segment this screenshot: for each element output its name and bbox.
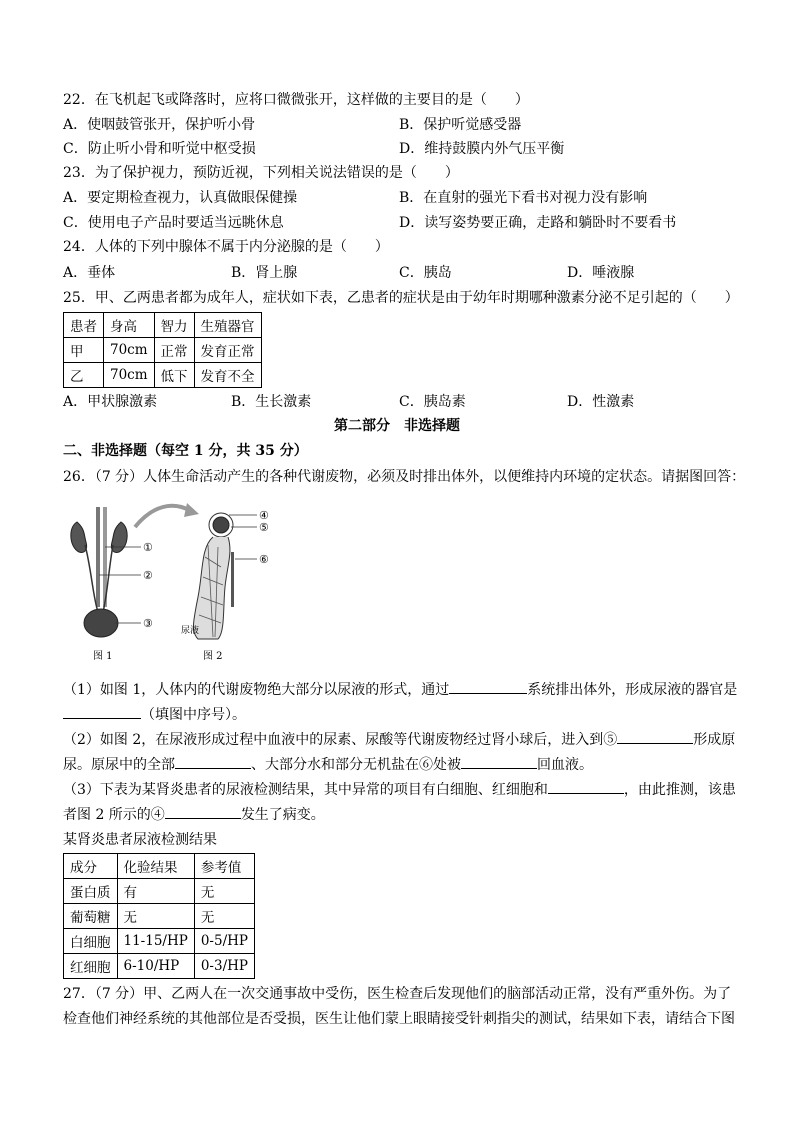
urine-label: 尿液 — [181, 626, 200, 636]
q26-part1-line1 — [63, 679, 737, 700]
q24-stem: 24．人体的下列中腺体不属于内分泌腺的是（ ） — [63, 239, 389, 255]
table-header: 身高 — [104, 313, 155, 338]
part2-title: 第二部分 非选择题 — [334, 418, 460, 434]
q26-p1-text-c: （填图中序号）。 — [141, 707, 246, 723]
q26-part2-line1 — [63, 729, 735, 750]
answer-blank[interactable] — [461, 754, 537, 769]
q24-option-c: C．胰岛 — [399, 265, 452, 281]
q26-p3-text-b: ，由此推测，该患 — [623, 782, 736, 798]
q26-p2-text-c: 尿。原尿中的全部 — [63, 757, 175, 773]
table-cell: 乙 — [64, 363, 104, 388]
table-cell: 70cm — [104, 338, 155, 363]
table-row — [64, 904, 255, 929]
q22-option-d: D．维持鼓膜内外气压平衡 — [399, 141, 565, 157]
table-cell: 低下 — [154, 363, 194, 388]
answer-blank[interactable] — [175, 754, 251, 769]
curved-arrow-icon — [135, 506, 191, 527]
table-row — [64, 929, 255, 954]
table-cell: 红细胞 — [64, 954, 118, 979]
figure2-nephron — [193, 513, 257, 639]
q24-option-a: A．垂体 — [63, 265, 116, 281]
figure-marker-3: ③ — [143, 617, 153, 630]
q26-p3-text-d: 发生了病变。 — [240, 807, 325, 823]
answer-blank[interactable] — [449, 679, 527, 694]
table-row — [64, 954, 255, 979]
q23-option-d: D．读写姿势要正确，走路和躺卧时不要看书 — [399, 215, 677, 231]
section2-title: 二、非选择题（每空 1 分，共 35 分） — [63, 443, 308, 459]
q26-p2-text-a: （2）如图 2，在尿液形成过程中血液中的尿素、尿酸等代谢废物经过肾小球后，进入到⑤ — [63, 732, 618, 748]
q25-stem: 25．甲、乙两患者都为成年人，症状如下表，乙患者的症状是由于幼年时期哪种激素分泌不足引起的（ ） — [63, 290, 739, 306]
table-row — [64, 338, 262, 363]
figure1-urinary-system — [71, 507, 141, 637]
q22-option-b: B．保护听觉感受器 — [399, 117, 522, 133]
table-cell: 蛋白质 — [64, 879, 118, 904]
q27-line1: 27．（7 分）甲、乙两人在一次交通事故中受伤，医生检查后发现他们的脑部活动正常，没有严重外伤。为了 — [63, 986, 732, 1002]
table-header: 生殖器官 — [194, 313, 261, 338]
answer-blank[interactable] — [548, 779, 624, 794]
q26-part3-line1 — [63, 779, 736, 800]
q23-stem: 23．为了保护视力，预防近视，下列相关说法错误的是（ ） — [63, 165, 459, 181]
q26-p2-text-b: 形成原 — [693, 732, 736, 748]
q25-option-c: C．胰岛素 — [399, 394, 466, 410]
q22-option-a: A．使咽鼓管张开，保护听小骨 — [63, 117, 256, 133]
table-header: 化验结果 — [117, 854, 194, 879]
q26-p3-text-c: 者图 2 所示的④ — [63, 807, 165, 823]
q25-option-d: D．性激素 — [567, 394, 635, 410]
table-cell: 0-5/HP — [194, 929, 254, 954]
q26-p3-text-a: （3）下表为某肾炎患者的尿液检测结果，其中异常的项目有白细胞、红细胞和 — [63, 782, 548, 798]
table-cell: 70cm — [104, 363, 155, 388]
figure-marker-4: ④ — [259, 509, 269, 522]
answer-blank[interactable] — [617, 729, 693, 744]
q22-option-c: C．防止听小骨和听觉中枢受损 — [63, 141, 256, 157]
table-cell: 6-10/HP — [117, 954, 194, 979]
table-row — [64, 854, 255, 879]
q26-part3-line2 — [63, 804, 325, 825]
table-row — [64, 879, 255, 904]
q24-option-d: D．唾液腺 — [567, 265, 635, 281]
q25-option-a: A．甲状腺激素 — [63, 394, 158, 410]
table-cell: 有 — [117, 879, 194, 904]
q23-option-b: B．在直射的强光下看书对视力没有影响 — [399, 190, 648, 206]
q25-option-b: B．生长激素 — [231, 394, 312, 410]
q26-stem: 26．（7 分）人体生命活动产生的各种代谢废物，必须及时排出体外，以便维持内环境的定状态。请据图回答： — [63, 469, 746, 485]
figure-marker-1: ① — [143, 541, 153, 554]
q23-option-a: A．要定期检查视力，认真做眼保健操 — [63, 190, 298, 206]
table-cell: 发育不全 — [194, 363, 261, 388]
q26-part1-line2 — [63, 704, 246, 725]
table-cell: 发育正常 — [194, 338, 261, 363]
table-cell: 无 — [194, 904, 254, 929]
q23-option-c: C．使用电子产品时要适当远眺休息 — [63, 215, 284, 231]
figure2-label: 图 2 — [203, 651, 223, 662]
figure1-label: 图 1 — [93, 651, 113, 662]
figure-marker-6: ⑥ — [259, 553, 269, 566]
answer-blank[interactable] — [63, 704, 141, 719]
figure-marker-5: ⑤ — [259, 521, 269, 534]
table-cell: 无 — [117, 904, 194, 929]
answer-blank[interactable] — [165, 804, 241, 819]
q27-line2: 检查他们神经系统的其他部位是否受损，医生让他们蒙上眼睛接受针刺指尖的测试，结果如下表，请结合下图 — [63, 1011, 735, 1027]
table-cell: 甲 — [64, 338, 104, 363]
q26-part2-line2 — [63, 754, 593, 775]
q26-p2-text-d: 、大部分水和部分无机盐在⑥处被 — [251, 757, 461, 773]
table-cell: 0-3/HP — [194, 954, 254, 979]
table-header: 成分 — [64, 854, 118, 879]
table-cell: 11-15/HP — [117, 929, 194, 954]
table-cell: 白细胞 — [64, 929, 118, 954]
table-row — [64, 313, 262, 338]
table-header: 患者 — [64, 313, 104, 338]
table-header: 参考值 — [194, 854, 254, 879]
table-row — [64, 363, 262, 388]
q24-option-b: B．肾上腺 — [231, 265, 298, 281]
q22-stem: 22．在飞机起飞或降落时，应将口微微张开，这样做的主要目的是（ ） — [63, 92, 529, 108]
table-cell: 葡萄糖 — [64, 904, 118, 929]
table-cell: 正常 — [154, 338, 194, 363]
q26-p2-text-e: 回血液。 — [537, 757, 593, 773]
q25-table — [63, 312, 262, 388]
kidney-figure — [63, 497, 285, 669]
table-header: 智力 — [154, 313, 194, 338]
table-cell: 无 — [194, 879, 254, 904]
q26-table-title: 某肾炎患者尿液检测结果 — [63, 832, 217, 848]
figure-marker-2: ② — [143, 569, 153, 582]
q26-p1-text-b: 系统排出体外，形成尿液的器官是 — [527, 682, 738, 698]
q26-table — [63, 853, 255, 979]
q26-p1-text-a: （1）如图 1，人体内的代谢废物绝大部分以尿液的形式，通过 — [63, 682, 450, 698]
